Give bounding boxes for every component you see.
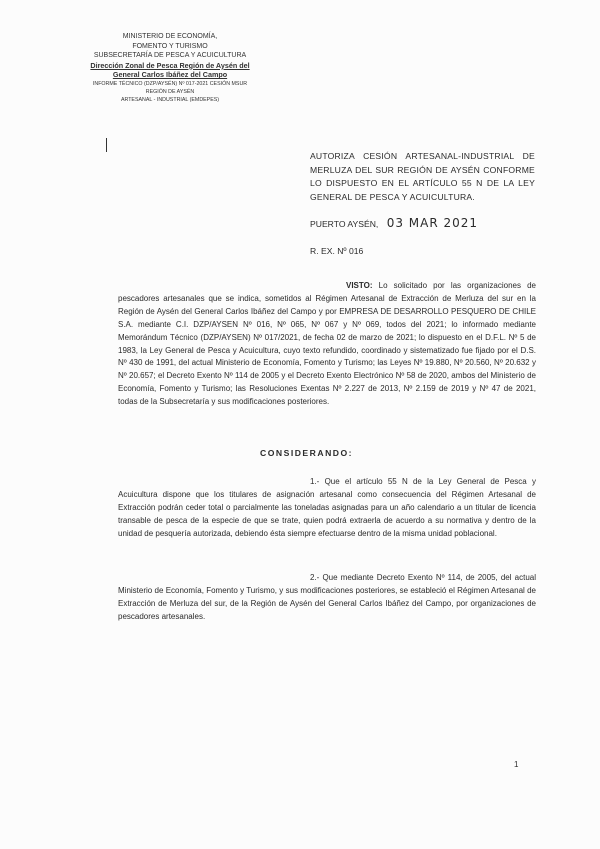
margin-mark bbox=[106, 138, 107, 152]
visto-text: Lo solicitado por las organizaciones de pescadores artesanales que se indica, sometidos al Régimen Artesanal de Extracción de Merluza del sur en la Región de Aysén del General Carlos Ibáñez del Campo y por EMPRESA DE DESARROLLO PESQUERO DE CHILE S.A. mediante C.I. DZP/AYSEN Nº 016, Nº 065, Nº 067 y Nº 069, todos del 2021; lo informado mediante Memorándum Técnico (DZP/AYSEN) Nº 017/2021, de fecha 02 de marzo de 2021; lo dispuesto en el D.F.L. Nº 5 de 1983, la Ley General de Pesca y Acuicultura, cuyo texto refundido, coordinado y sistematizado fue fijado por el D.S. Nº 430 de 1991, del actual Ministerio de Economía, Fomento y Turismo; las Leyes Nº 19.880, Nº 20.560, Nº 20.632 y Nº 20.657; el Decreto Exento Nº 114 de 2005 y el Decreto Exento Electrónico Nº 58 de 2020, ambos del Ministerio de Economía, Fomento y Turismo; las Resoluciones Exentas Nº 2.227 de 2013, Nº 2.159 de 2019 y Nº 47 de 2021, todas de la Subsecretaría y sus modificaciones posteriores. bbox=[118, 281, 536, 407]
paragraph-1-text: 1.- Que el artículo 55 N de la Ley General de Pesca y Acuicultura dispone que los titulares de asignación artesanal como consecuencia del Régimen Artesanal de Extracción podrán ceder total o parcialmente las toneladas asignadas para un año calendario a un titular de licencia transable de pesca de la especie de que se trate, quien podrá extraerla de acuerdo a su normativa y dentro de la unidad de pesquería autorizada, debiendo ésta siempre efectuarse dentro de la misma unidad poblacional. bbox=[118, 477, 536, 538]
header-informe: INFORME TÉCNICO (DZP/AYSÉN) Nº 017-2021 CESIÓN MSUR bbox=[92, 80, 248, 87]
header-subsecretaria: SUBSECRETARÍA DE PESCA Y ACUICULTURA bbox=[93, 52, 247, 60]
header-ministry: MINISTERIO DE ECONOMÍA, bbox=[122, 33, 218, 40]
resolution-subject: AUTORIZA CESIÓN ARTESANAL-INDUSTRIAL DE MERLUZA DEL SUR REGIÓN DE AYSÉN CONFORME LO DISPUESTO EN EL ARTÍCULO 55 N DE LA LEY GENERAL DE PESCA Y ACUICULTURA. bbox=[310, 151, 535, 202]
place-date bbox=[310, 216, 478, 230]
date-stamp: 03 MAR 2021 bbox=[386, 216, 479, 230]
resolution-number: R. EX. Nº 016 bbox=[310, 246, 364, 256]
page-number: 1 bbox=[514, 760, 519, 769]
header-region: General Carlos Ibáñez del Campo bbox=[112, 70, 228, 80]
header-informe-region: REGIÓN DE AYSÉN bbox=[145, 88, 195, 95]
considerando-heading: CONSIDERANDO: bbox=[260, 448, 354, 458]
header-informe-type: ARTESANAL - INDUSTRIAL (EMDEPES) bbox=[120, 96, 220, 103]
header-fomento: FOMENTO Y TURISMO bbox=[132, 42, 208, 50]
paragraph-2-text: 2.- Que mediante Decreto Exento Nº 114, de 2005, del actual Ministerio de Economía, Fomento y Turismo, y sus modificaciones posteriores, se estableció el Régimen Artesanal de Extracción de Merluza del sur, de la Región de Aysén del General Carlos Ibáñez del Campo, por organizaciones de pescadores artesanales. bbox=[118, 573, 536, 621]
visto-section bbox=[118, 280, 536, 409]
header-direccion: Dirección Zonal de Pesca Región de Aysén del bbox=[90, 60, 250, 70]
considerando-paragraph-1 bbox=[118, 476, 536, 541]
visto-label: VISTO: bbox=[346, 281, 373, 290]
considerando-paragraph-2 bbox=[118, 572, 536, 624]
place-label: PUERTO AYSÉN, bbox=[310, 219, 379, 229]
ministry-header bbox=[60, 32, 280, 104]
